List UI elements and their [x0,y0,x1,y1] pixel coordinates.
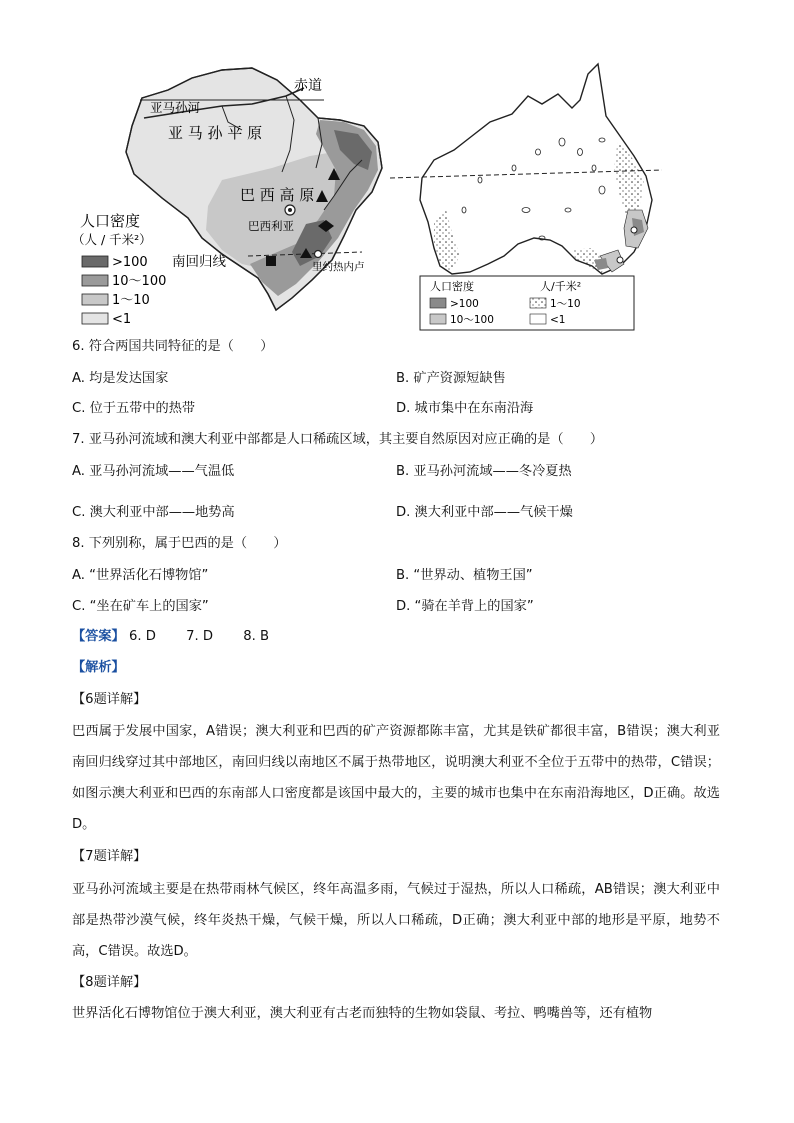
sydney-marker [631,227,637,233]
question-8-stem: 8. 下列别称，属于巴西的是（ ） [72,536,287,551]
question-6-option-d: D. 城市集中在东南沿海 [396,401,534,416]
brazil-map [72,68,382,327]
question-7-option-b: B. 亚马孙河流域——冬冷夏热 [396,464,572,479]
brazil-legend [72,212,166,327]
equator-label: 赤道 [294,78,322,94]
australia-legend-item: 10～100 [450,314,494,326]
answer-value: 6. D [128,629,156,644]
question-6-option-a: A. 均是发达国家 [72,371,169,386]
question-6-stem: 6. 符合两国共同特征的是（ ） [72,339,274,354]
rio-label: 里约热内卢 [312,261,365,273]
brasilia-label: 巴西利亚 [248,219,294,233]
brazil-legend-item: <1 [112,312,132,327]
brazil-legend-title: 人口密度 [80,212,141,230]
australia-legend-item: 1～10 [550,298,581,310]
question-8-option-a: A. “世界活化石博物馆” [72,568,209,583]
mineral-square-icon [266,256,276,266]
amazon-river-label: 亚马孙河 [150,100,201,115]
brazil-legend-item: 10～100 [112,274,167,289]
rio-marker [315,251,322,258]
question-8-option-c: C. “坐在矿车上的国家” [72,599,209,614]
australia-legend-item: <1 [550,314,566,326]
canberra-marker [617,257,623,263]
analysis-label: 【解析】 [72,660,125,675]
australia-legend-item: >100 [450,298,479,310]
detail-8-label: 【8题详解】 [72,975,147,990]
answer-value: 7. D [186,629,214,644]
question-8-option-d: D. “骑在羊背上的国家” [396,599,534,614]
detail-8-text: 世界活化石博物馆位于澳大利亚，澳大利亚有古老而独特的生物如袋鼠、考拉、鸭嘴兽等，还有植物 [72,1006,653,1021]
question-6-option-c: C. 位于五带中的热带 [72,401,196,416]
question-7-option-c: C. 澳大利亚中部——地势高 [72,505,235,520]
answer-line [72,628,295,646]
question-8-option-b: B. “世界动、植物王国” [396,568,533,583]
answer-label: 【答案】 [72,629,125,644]
brazil-plateau-label: 巴 西 高 原 [240,186,315,204]
tropic-label: 南回归线 [172,254,226,270]
brazil-legend-item: >100 [112,255,148,270]
detail-7-label: 【7题详解】 [72,849,147,864]
population-density-maps [72,60,740,332]
brazil-legend-unit: （人 / 千米²） [72,232,152,247]
australia-legend-title: 人口密度 [430,280,474,293]
question-7-option-d: D. 澳大利亚中部——气候干燥 [396,505,573,520]
answer-value: 8. B [243,629,270,644]
question-6-option-b: B. 矿产资源短缺售 [396,371,506,386]
australia-legend [420,276,634,330]
detail-7-text: 亚马孙河流域主要是在热带雨林气候区，终年高温多雨，气候过于湿热，所以人口稀疏，AB错误；澳大利亚中部是热带沙漠气候，终年炎热干燥，气候干燥，所以人口稀疏，D正确；澳大利亚中部的地形是平原，地势不高，C错误。故选D。 [72,882,720,959]
australia-legend-unit: 人/千米² [540,280,582,293]
amazon-plain-label: 亚 马 孙 平 原 [168,124,263,142]
brazil-legend-item: 1～10 [112,293,150,308]
detail-6-label: 【6题详解】 [72,692,147,707]
maps-figure [72,60,740,332]
question-7-option-a: A. 亚马孙河流域——气温低 [72,464,235,479]
australia-map [390,64,662,330]
detail-6-text: 巴西属于发展中国家，A错误；澳大利亚和巴西的矿产资源都陈丰富，尤其是铁矿都很丰富，B错误；澳大利亚南回归线穿过其中部地区，南回归线以南地区不属于热带地区，说明澳大利亚不全位于五带中的热带，C错误；如图示澳大利亚和巴西的东南部人口密度都是该国中最大的，主要的城市也集中在东南沿海地区，D正确。故选D。 [72,724,720,832]
question-7-stem: 7. 亚马孙河流域和澳大利亚中部都是人口稀疏区域，其主要自然原因对应正确的是（ ） [72,432,604,447]
